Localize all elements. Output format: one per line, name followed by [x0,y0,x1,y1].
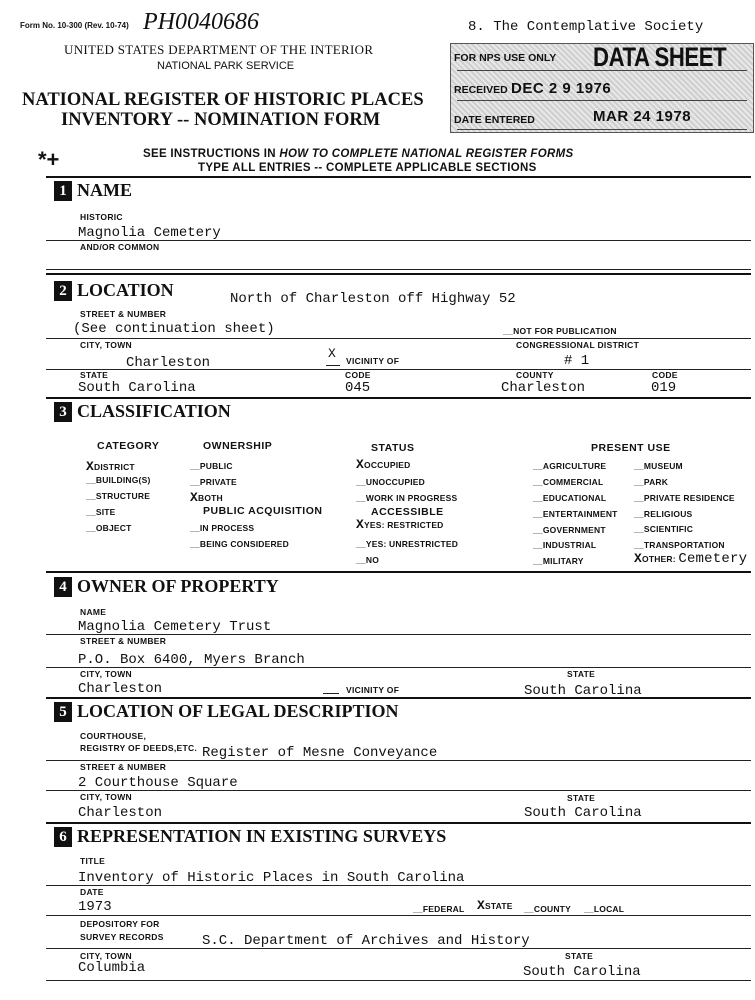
received-label: RECEIVED [454,84,508,96]
ownership-heading: OWNERSHIP [203,440,273,452]
registry-label: REGISTRY OF DEEDS,ETC. [80,743,198,753]
date-entered-label: DATE ENTERED [454,114,535,126]
state-field[interactable]: South Carolina [78,380,196,396]
category-heading: CATEGORY [97,440,160,452]
instructions-line1: SEE INSTRUCTIONS IN HOW TO COMPLETE NATIONAL REGISTER FORMS [143,148,574,160]
category-object-option[interactable]: __OBJECT [86,523,132,533]
depository-field[interactable]: S.C. Department of Archives and History [202,933,530,949]
county-label: COUNTY [516,370,554,380]
county-code-label: CODE [652,370,678,380]
state-code-field[interactable]: 045 [345,380,371,396]
county-code-field[interactable]: 019 [651,380,677,396]
form-number: Form No. 10-300 (Rev. 10-74) [20,21,129,30]
owner-state-label: STATE [567,669,596,679]
state-label: STATE [80,370,109,380]
use-agriculture-option[interactable]: __AGRICULTURE [533,461,607,471]
category-site-option[interactable]: __SITE [86,507,116,517]
owner-vicinity-label: VICINITY OF [346,685,400,695]
depository-label-1: DEPOSITORY FOR [80,919,160,929]
use-museum-option[interactable]: __MUSEUM [634,461,683,471]
acquisition-being-considered-option[interactable]: __BEING CONSIDERED [190,539,290,549]
survey-federal-option[interactable]: __FEDERAL [413,904,465,914]
accessible-unrestricted-option[interactable]: __YES: UNRESTRICTED [356,539,459,549]
nps-use-only-label: FOR NPS USE ONLY [454,52,557,64]
owner-name-label: NAME [80,607,107,617]
registry-street-field[interactable]: 2 Courthouse Square [78,775,238,791]
use-military-option[interactable]: __MILITARY [533,556,584,566]
section-1-title: NAME [77,180,132,200]
section-5-title: LOCATION OF LEGAL DESCRIPTION [77,701,399,721]
registry-state-label: STATE [567,793,596,803]
section-4-number: 4 [54,577,72,597]
owner-street-field[interactable]: P.O. Box 6400, Myers Branch [78,652,305,668]
vicinity-x-mark[interactable]: X [328,346,336,361]
registry-city-label: CITY, TOWN [80,792,132,802]
instructions-line2: TYPE ALL ENTRIES -- COMPLETE APPLICABLE SECTIONS [198,162,537,174]
category-buildings-option[interactable]: __BUILDING(S) [86,475,151,485]
owner-street-label: STREET & NUMBER [80,636,167,646]
survey-state-option[interactable]: XSTATE [477,898,513,913]
use-scientific-option[interactable]: __SCIENTIFIC [634,524,694,534]
courthouse-label: COURTHOUSE, [80,731,147,741]
use-educational-option[interactable]: __EDUCATIONAL [533,493,607,503]
nps-use-only-box [450,43,754,133]
depository-label-2: SURVEY RECORDS [80,932,164,942]
present-use-heading: PRESENT USE [591,442,671,454]
common-name-label: AND/OR COMMON [80,242,160,252]
form-title-line1: NATIONAL REGISTER OF HISTORIC PLACES [22,90,424,110]
registry-city-field[interactable]: Charleston [78,805,163,821]
county-field[interactable]: Charleston [501,380,586,396]
use-park-option[interactable]: __PARK [634,477,669,487]
section-3-title: CLASSIFICATION [77,401,231,421]
registry-field[interactable]: Register of Mesne Conveyance [202,745,438,761]
use-other-option[interactable]: XOTHER: Cemetery [634,551,748,567]
form-title-line2: INVENTORY -- NOMINATION FORM [61,110,381,130]
section-3-number: 3 [54,402,72,422]
use-commercial-option[interactable]: __COMMERCIAL [533,477,604,487]
status-work-in-progress-option[interactable]: __WORK IN PROGRESS [356,493,458,503]
received-date: DEC 2 9 1976 [511,80,612,97]
state-code-label: CODE [345,370,371,380]
ownership-public-option[interactable]: __PUBLIC [190,461,233,471]
sheet-label: 8. The Contemplative Society [468,19,704,35]
ownership-both-option[interactable]: XBOTH [190,490,223,505]
category-district-option[interactable]: XDISTRICT [86,459,135,474]
survey-local-option[interactable]: __LOCAL [584,904,625,914]
historic-name-field[interactable]: Magnolia Cemetery [78,225,221,241]
owner-name-field[interactable]: Magnolia Cemetery Trust [78,619,272,635]
city-field[interactable]: Charleston [126,355,211,371]
survey-county-option[interactable]: __COUNTY [524,904,571,914]
location-description: North of Charleston off Highway 52 [230,291,516,307]
acquisition-in-process-option[interactable]: __IN PROCESS [190,523,255,533]
congressional-district-label: CONGRESSIONAL DISTRICT [516,340,640,350]
congressional-district-field[interactable]: # 1 [564,353,590,369]
use-transportation-option[interactable]: __TRANSPORTATION [634,540,725,550]
handwritten-id: PH0040686 [143,9,259,35]
vicinity-of-label: VICINITY OF [346,356,400,366]
section-2-number: 2 [54,281,72,301]
owner-city-field[interactable]: Charleston [78,681,163,697]
handwritten-mark: *+ [38,147,60,172]
service-name: NATIONAL PARK SERVICE [157,60,295,72]
survey-title-label: TITLE [80,856,106,866]
not-for-publication-option[interactable]: __NOT FOR PUBLICATION [503,326,617,336]
registry-street-label: STREET & NUMBER [80,762,167,772]
survey-date-label: DATE [80,887,104,897]
ownership-private-option[interactable]: __PRIVATE [190,477,237,487]
owner-state-field[interactable]: South Carolina [524,683,642,699]
status-heading: STATUS [371,442,415,454]
section-6-number: 6 [54,827,72,847]
date-entered-value: MAR 24 1978 [593,108,692,125]
survey-city-field[interactable]: Columbia [78,960,146,976]
accessible-no-option[interactable]: __NO [356,555,380,565]
survey-state-field[interactable]: South Carolina [523,964,641,980]
street-field[interactable]: (See continuation sheet) [73,321,275,337]
status-unoccupied-option[interactable]: __UNOCCUPIED [356,477,426,487]
section-6-title: REPRESENTATION IN EXISTING SURVEYS [77,826,447,846]
survey-title-field[interactable]: Inventory of Historic Places in South Carolina [78,870,465,886]
accessible-heading: ACCESSIBLE [371,506,444,518]
survey-state-label: STATE [565,951,594,961]
data-sheet-stamp: DATA SHEET [593,42,727,72]
status-occupied-option[interactable]: XOCCUPIED [356,457,411,472]
registry-state-field[interactable]: South Carolina [524,805,642,821]
survey-date-field[interactable]: 1973 [78,899,112,915]
accessible-restricted-option[interactable]: XYES: RESTRICTED [356,517,444,532]
historic-label: HISTORIC [80,212,123,222]
owner-city-label: CITY, TOWN [80,669,132,679]
use-private-residence-option[interactable]: __PRIVATE RESIDENCE [634,493,735,503]
use-government-option[interactable]: __GOVERNMENT [533,525,606,535]
survey-city-label: CITY, TOWN [80,951,132,961]
use-entertainment-option[interactable]: __ENTERTAINMENT [533,509,618,519]
category-structure-option[interactable]: __STRUCTURE [86,491,151,501]
use-religious-option[interactable]: __RELIGIOUS [634,509,693,519]
city-town-label: CITY, TOWN [80,340,132,350]
public-acquisition-heading: PUBLIC ACQUISITION [203,505,323,517]
use-industrial-option[interactable]: __INDUSTRIAL [533,540,597,550]
use-other-value[interactable]: Cemetery [678,551,748,567]
section-4-title: OWNER OF PROPERTY [77,576,279,596]
section-5-number: 5 [54,702,72,722]
street-number-label: STREET & NUMBER [80,309,167,319]
department-name: UNITED STATES DEPARTMENT OF THE INTERIOR [64,42,374,57]
section-1-number: 1 [54,181,72,201]
section-2-title: LOCATION [77,280,174,300]
